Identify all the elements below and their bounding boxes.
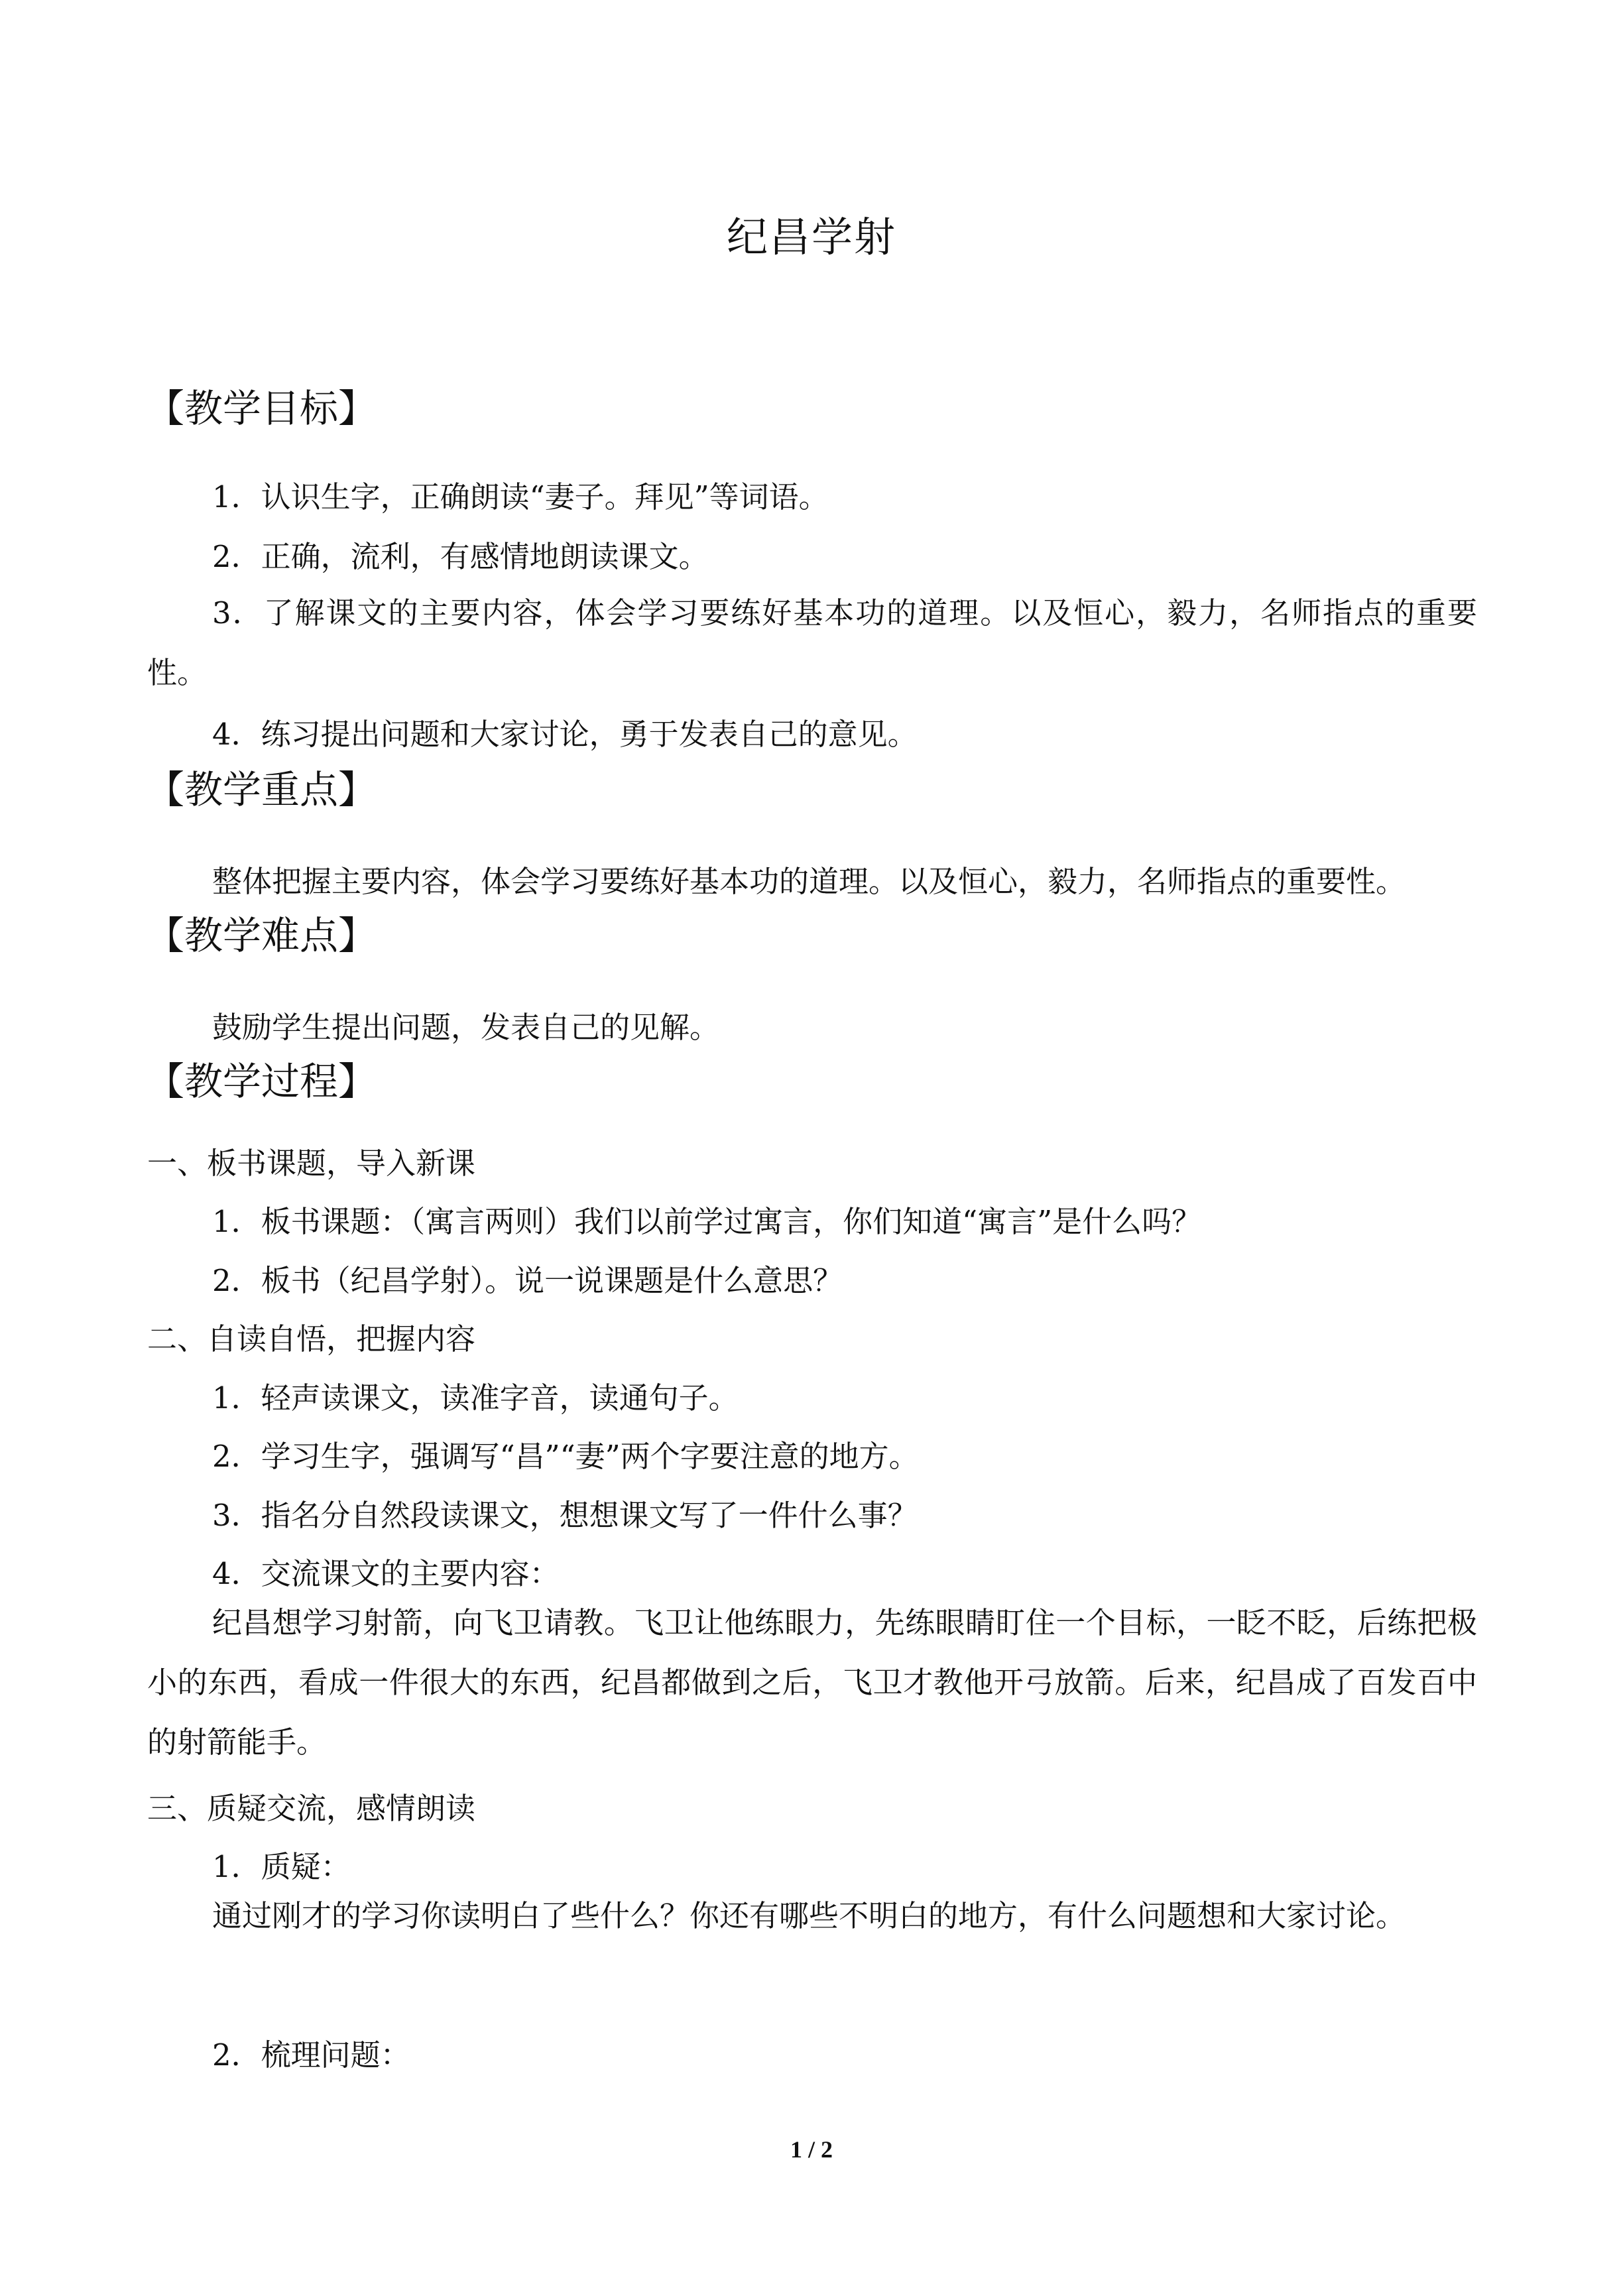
process-item: 1．板书课题：（寓言两则）我们以前学过寓言，你们知道“寓言”是什么吗？: [212, 1204, 1202, 1239]
difficulties-text: 鼓励学生提出问题，发表自己的见解。: [212, 1010, 720, 1045]
process-item: 2．学习生字，强调写“昌”“妻”两个字要注意的地方。: [212, 1439, 919, 1474]
process-question: 通过刚才的学习你读明白了些什么？你还有哪些不明白的地方，有什么问题想和大家讨论。: [212, 1898, 1406, 1933]
process-item: 1．质疑：: [212, 1849, 351, 1884]
process-item: 3．指名分自然段读课文，想想课文写了一件什么事？: [212, 1498, 918, 1533]
goal-item: 3．了解课文的主要内容，体会学习要练好基本功的道理。以及恒心，毅力，名师指点的重要性。: [147, 595, 1477, 690]
page-number: 1 / 2: [790, 2136, 833, 2163]
process-item: 2．梳理问题：: [212, 2037, 410, 2073]
process-summary: 纪昌想学习射箭，向飞卫请教。飞卫让他练眼力，先练眼睛盯住一个目标，一眨不眨，后练把极小的东西，看成一件很大的东西，纪昌都做到之后，飞卫才教他开弓放箭。后来，纪昌成了百发百中的射箭能手。: [147, 1605, 1477, 1760]
difficulties-heading: 【教学难点】: [146, 913, 377, 958]
process-heading: 【教学过程】: [146, 1059, 377, 1104]
goal-item: 2．正确，流利，有感情地朗读课文。: [212, 539, 709, 574]
process-part-title: 三、质疑交流，感情朗读: [147, 1791, 476, 1826]
key-points-text: 整体把握主要内容，体会学习要练好基本功的道理。以及恒心，毅力，名师指点的重要性。: [212, 864, 1406, 899]
key-points-heading: 【教学重点】: [146, 767, 377, 812]
goals-heading: 【教学目标】: [146, 386, 377, 431]
goal-item: 4．练习提出问题和大家讨论，勇于发表自己的意见。: [212, 717, 918, 752]
process-item: 2．板书（纪昌学射）。说一说课题是什么意思？: [212, 1263, 843, 1298]
process-part-title: 二、自读自悟，把握内容: [147, 1321, 476, 1357]
process-part-title: 一、板书课题，导入新课: [147, 1146, 476, 1181]
document-title: 纪昌学射: [726, 213, 896, 261]
goal-item: 1．认识生字，正确朗读“妻子。拜见”等词语。: [212, 479, 829, 514]
process-item: 4．交流课文的主要内容：: [212, 1556, 560, 1591]
process-item: 1．轻声读课文，读准字音，读通句子。: [212, 1380, 739, 1416]
